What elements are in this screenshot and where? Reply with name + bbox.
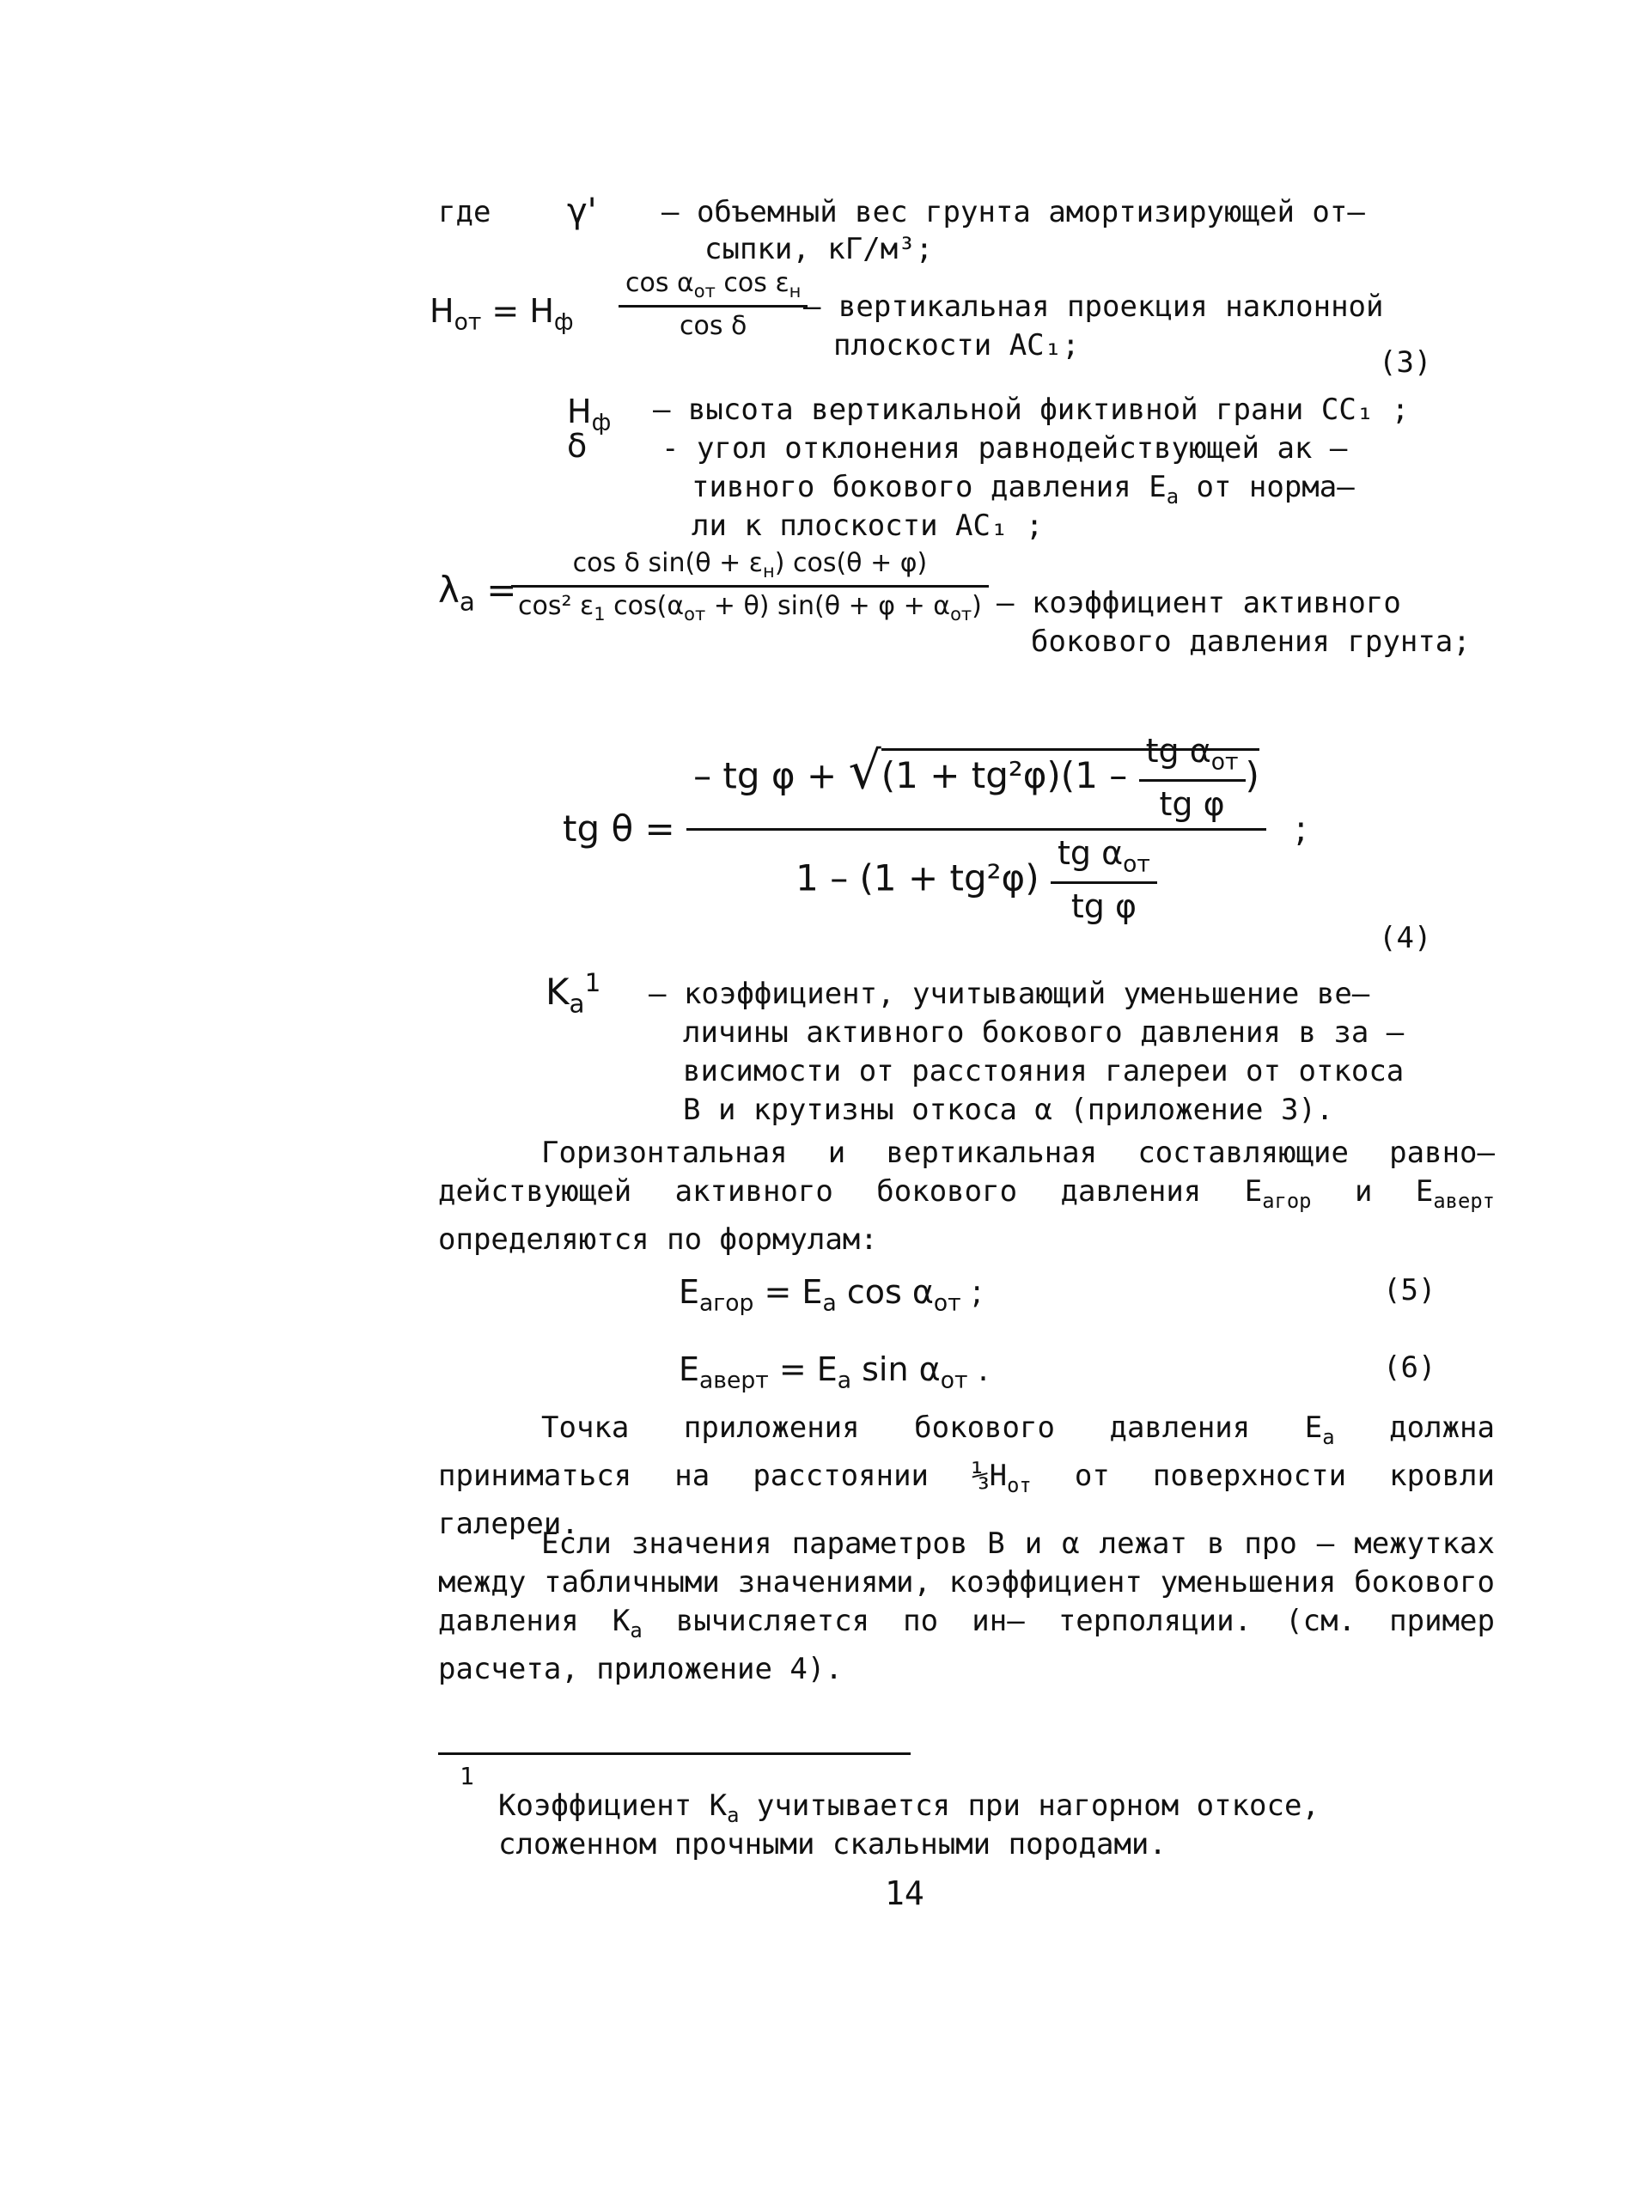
- equation-4-denominator-fraction-denominator: tg φ: [1051, 881, 1157, 928]
- footnote-text-line1: Коэффициент $K_a$ учитывается при нагорном откосе,: [498, 1788, 1320, 1827]
- hot-description-line2: плоскости AC₁;: [833, 328, 1080, 363]
- equation-4-semicolon: ;: [1295, 807, 1308, 850]
- equation-4-main-fraction: [686, 730, 1266, 928]
- gamma-symbol: γ': [567, 192, 597, 231]
- lambda-description-line2: бокового давления грунта;: [1031, 625, 1471, 659]
- gamma-description-line1: – объемный вес грунта амортизирующей от–: [661, 195, 1365, 229]
- hot-fraction: [619, 266, 808, 343]
- page-number: 14: [885, 1874, 924, 1912]
- hot-fraction-denominator: cos δ: [619, 305, 808, 343]
- hot-description-line1: – вертикальная проекция наклонной: [803, 289, 1384, 324]
- equation-number-6: (6): [1383, 1350, 1436, 1385]
- equation-4-numerator: [686, 730, 1266, 828]
- equation-5: $E_{aгор} = E_a$ $\cos \alpha_{от}$ ;: [679, 1273, 983, 1317]
- hf-description: – высота вертикальной фиктивной грани CC₁ ;: [653, 393, 1410, 427]
- ka-description-line2: личины активного бокового давления в за –: [683, 1015, 1405, 1050]
- equation-number-4: (4): [1379, 921, 1432, 955]
- paragraph-interpolation: Если значения параметров B и α лежат в про – межутках между табличными значениями, коэффициент уменьшения бокового давления $K_a$ вычисляется по ин– терполяции. (см. пример расчета, приложение 4).: [438, 1526, 1496, 1686]
- equation-4-inner-numerator: tg $\alpha_{от}$: [1145, 732, 1239, 776]
- paragraph-application-point: Точка приложения бокового давления $E_a$ должна приниматься на расстоянии $\frac{1}{3}H_{от}$ от поверхности кровли галереи.: [438, 1411, 1495, 1541]
- ka-description-line4: B и крутизны откоса α (приложение 3).: [683, 1093, 1334, 1127]
- equation-number-3: (3): [1379, 345, 1432, 380]
- equation-4-sqrt-text: (1 + tg²φ)(1 –: [881, 754, 1128, 797]
- lambda-fraction-numerator: cos δ $\sin(\theta + \varepsilon_н)$ cos(θ + φ): [572, 548, 928, 582]
- equation-4-denominator-left: 1 – (1 + tg²φ): [796, 856, 1039, 899]
- hf-symbol: $H_ф$: [567, 393, 612, 436]
- equation-4-inner-denominator: tg φ: [1139, 779, 1246, 826]
- ka-symbol: $K_a^1$: [546, 968, 601, 1019]
- hot-lhs: $H_{от} = H_ф$: [430, 292, 574, 336]
- equation-4-inner-fraction: [1139, 730, 1246, 826]
- sqrt-icon: √: [848, 740, 881, 801]
- equation-4-sqrt-content: (1 + tg²φ)(1 – $\frac{tg \alpha_{от}}{\text{tg φ}}$ ): [881, 748, 1259, 796]
- footnote-text-line2: сложенном прочными скальными породами.: [498, 1827, 1167, 1862]
- equation-4: [563, 730, 1307, 928]
- delta-symbol: δ: [567, 427, 588, 465]
- equation-4-numerator-left: – tg φ +: [693, 754, 849, 797]
- equation-4-denominator-fraction-numerator: tg $\alpha_{от}$: [1057, 833, 1150, 878]
- lambda-fraction: [511, 546, 989, 627]
- hot-fraction-numerator: $\cos \alpha_{от}$ $\cos \varepsilon_н$: [625, 268, 802, 302]
- paragraph-components: Горизонтальная и вертикальная составляющие равно–действующей активного бокового давления $E_{aгор}$ и $E_{aверт}$ определяются по формулам:: [438, 1136, 1495, 1257]
- ka-description-line1: – коэффициент, учитывающий уменьшение ве–: [649, 977, 1370, 1011]
- lambda-fraction-denominator: cos² $\varepsilon_1$ $\cos(\alpha_{от} + \theta) \sin(\theta + \varphi + \alpha_{от})$: [511, 585, 989, 626]
- lambda-lhs: $\lambda_a$ =: [438, 569, 517, 617]
- lambda-description-line1: – коэффициент активного: [997, 586, 1401, 620]
- delta-description-line1: - угол отклонения равнодействующей ак –: [661, 431, 1348, 466]
- footnote-divider: [438, 1752, 911, 1755]
- equation-4-denominator: [686, 828, 1266, 929]
- equation-number-5: (5): [1383, 1273, 1436, 1307]
- delta-description-line2: тивного бокового давления $E_a$ от норма–: [692, 470, 1355, 509]
- delta-description-line3: ли к плоскости AC₁ ;: [692, 509, 1044, 543]
- footnote-mark: 1: [460, 1762, 474, 1790]
- ka-description-line3: висимости от расстояния галереи от откоса: [683, 1054, 1405, 1088]
- equation-4-denominator-fraction: [1051, 832, 1157, 929]
- gamma-description-line2: сыпки, кГ/м³;: [704, 232, 934, 266]
- equation-4-lhs: tg θ =: [563, 807, 675, 850]
- equation-6: $E_{aверт} = E_a$ $\sin \alpha_{от}$ .: [679, 1350, 989, 1394]
- where-word: где: [438, 195, 491, 229]
